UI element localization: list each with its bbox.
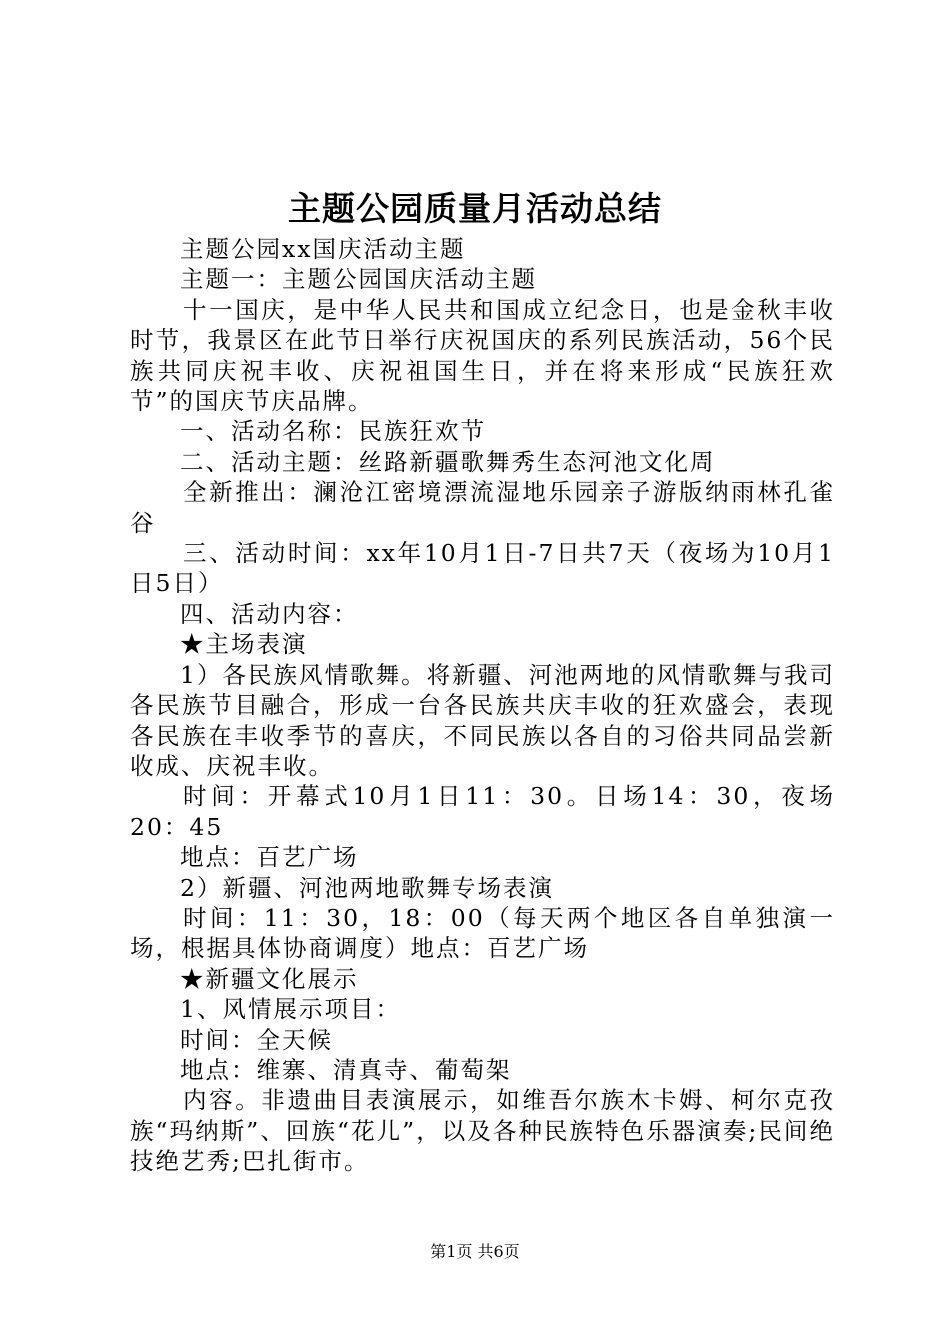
paragraph: 地点：维寨、清真寺、葡萄架 bbox=[180, 1055, 512, 1084]
paragraph: 二、活动主题：丝路新疆歌舞秀生态河池文化周 bbox=[180, 447, 716, 476]
paragraph: 全新推出：澜沧江密境漂流湿地乐园亲子游版纳雨林孔雀谷 bbox=[130, 478, 835, 537]
paragraph: 1、风情展示项目： bbox=[180, 995, 401, 1024]
paragraph: ★新疆文化展示 bbox=[180, 964, 359, 993]
paragraph: 时间：11：30，18：00（每天两个地区各自单独演一场，根据具体协商调度）地点：百艺广场 bbox=[130, 903, 835, 963]
document-body bbox=[130, 234, 835, 1177]
paragraph: 1）各民族风情歌舞。将新疆、河池两地的风情歌舞与我司各民族节目融合，形成一台各民族共庆丰收的狂欢盛会，表现各民族在丰收季节的喜庆，不同民族以各自的习俗共同品尝新收成、庆祝丰收。 bbox=[130, 660, 835, 780]
paragraph: 2）新疆、河池两地歌舞专场表演 bbox=[180, 873, 554, 902]
document-title: 主题公园质量月活动总结 bbox=[288, 189, 662, 228]
paragraph: 一、活动名称：民族狂欢节 bbox=[180, 417, 486, 446]
paragraph: 四、活动内容： bbox=[180, 599, 359, 628]
paragraph: 十一国庆，是中华人民共和国成立纪念日，也是金秋丰收时节，我景区在此节日举行庆祝国庆的系列民族活动，56个民族共同庆祝丰收、庆祝祖国生日，并在将来形成“民族狂欢节”的国庆节庆品牌。 bbox=[130, 295, 835, 416]
paragraph: 主题公园xx国庆活动主题 bbox=[180, 235, 466, 263]
paragraph: 时间：全天候 bbox=[180, 1025, 333, 1054]
paragraph: 三、活动时间：xx年10月1日-7日共7天（夜场为10月1日5日） bbox=[130, 539, 835, 598]
paragraph: ★主场表演 bbox=[180, 630, 308, 659]
page-number-footer: 第1页 共6页 bbox=[430, 1242, 520, 1261]
paragraph: 内容。非遗曲目表演展示，如维吾尔族木卡姆、柯尔克孜族“玛纳斯”、回族“花儿”，以及各种民族特色乐器演奏;民间绝技绝艺秀;巴扎街市。 bbox=[130, 1086, 835, 1176]
paragraph: 地点：百艺广场 bbox=[180, 843, 359, 872]
paragraph: 主题一：主题公园国庆活动主题 bbox=[180, 265, 537, 294]
paragraph: 时间：开幕式10月1日11：30。日场14：30，夜场20：45 bbox=[130, 782, 835, 841]
